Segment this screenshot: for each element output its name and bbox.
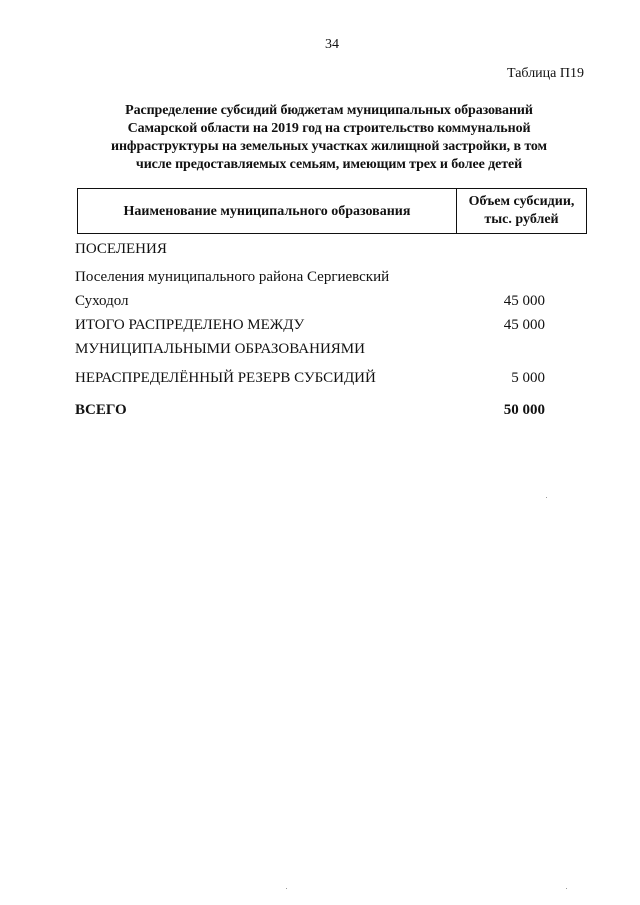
row-amount-total-distributed: 45 000	[503, 317, 545, 333]
document-title: Распределение субсидий бюджетам муниципальных образований Самарской области на 2019 год на строительство коммунальной инфраструктуры на земельных участках жилищной застройки, в том числе предоставляемых семьям, имеющим трех и более детей	[111, 103, 547, 172]
row-name-line2: Суходол	[75, 293, 129, 309]
table-row-settlements	[75, 237, 167, 261]
scan-speck	[546, 497, 547, 498]
table-row-total-distributed	[75, 313, 365, 361]
row-amount-grand-total: 50 000	[503, 402, 545, 418]
header-amount-label: Объем субсидии, тыс. рублей	[468, 194, 575, 227]
row-name-line2: МУНИЦИПАЛЬНЫМИ ОБРАЗОВАНИЯМИ	[75, 341, 365, 357]
page-number: 34	[325, 37, 339, 52]
table-row-grand-total	[75, 398, 127, 422]
row-name: НЕРАСПРЕДЕЛЁННЫЙ РЕЗЕРВ СУБСИДИЙ	[75, 370, 376, 386]
header-name-cell: Наименование муниципального образования	[78, 189, 457, 233]
row-name-line1: Поселения муниципального района Сергиевский	[75, 269, 390, 285]
row-amount-sergievsky: 45 000	[503, 293, 545, 309]
table-header	[77, 188, 587, 234]
scan-speck	[286, 888, 287, 889]
table-row-sergievsky	[75, 265, 389, 313]
row-name: ВСЕГО	[75, 402, 127, 418]
scan-speck	[566, 888, 567, 889]
row-name-line1: ИТОГО РАСПРЕДЕЛЕНО МЕЖДУ	[75, 317, 305, 333]
header-amount-cell	[457, 189, 586, 233]
row-amount-reserve: 5 000	[511, 370, 545, 386]
row-name: ПОСЕЛЕНИЯ	[75, 241, 167, 257]
table-label: Таблица П19	[507, 66, 584, 81]
table-row-reserve	[75, 366, 376, 390]
